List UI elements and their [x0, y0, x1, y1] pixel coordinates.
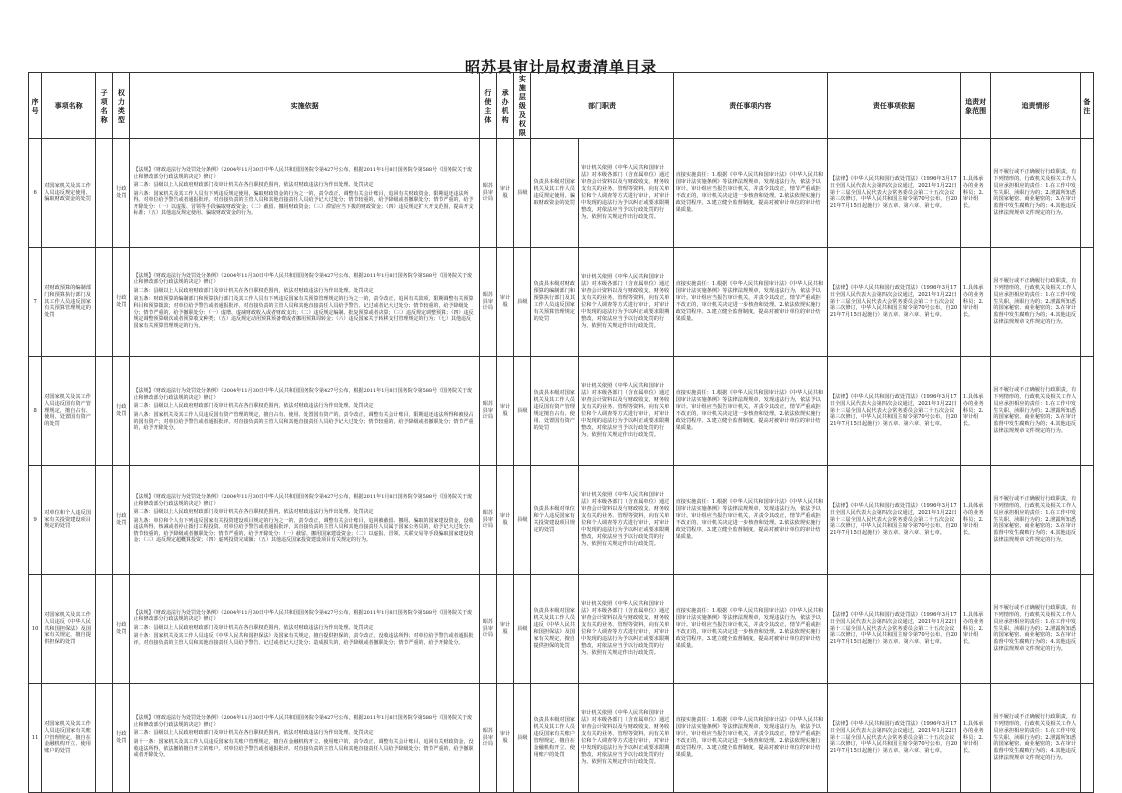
cell-duty-head: 负责县本级对国家机关及其工作人员违反国有资产管理规定擅自占有、使用、处置国有资产的处罚 — [531, 357, 579, 466]
cell-note — [1080, 575, 1093, 684]
header-content: 责任事项内容 — [673, 73, 827, 139]
cell-basis — [130, 684, 479, 793]
cell-note — [1080, 684, 1093, 793]
cell-note — [1080, 248, 1093, 357]
cell-resp-basis: 【法律】《中华人民共和国行政处罚法》（1996年3月17日全国人民代表大会第四次会议通过，2021年1月22日第十三届全国人民代表大会常务委员会第二十五次会议第三次修订，中华人民共和国主席令第70号公布，自2021年7月15日起施行）第五章、第六章、第七章。 — [827, 575, 960, 684]
cell-sub-item — [95, 139, 112, 248]
cell-item-name: 对财政预算的编制部门和预算执行部门及其工作人员违反国家有关预算管理规定的处罚 — [42, 248, 96, 357]
cell-duty: 审计机关依照《中华人民共和国审计法》对本级各部门（含直属单位）通过审查会计资料以及与财政收支、财务收支有关的业务、管理等资料，向有关单位和个人调查等方式进行审计，对审计中发现的违法行为予以纠正或要求限期整改，对依法应当予以行政处罚的行为，依照有关规定作出行政处罚。 — [579, 248, 673, 357]
cell-note — [1080, 466, 1093, 575]
cell-resp-basis: 【法律】《中华人民共和国行政处罚法》（1996年3月17日全国人民代表大会第四次会议通过，2021年1月22日第十三届全国人民代表大会常务委员会第二十五次会议第三次修订，中华人民共和国主席令第70号公布，自2021年7月15日起施行）第五章、第六章、第七章。 — [827, 684, 960, 793]
cell-duty-head: 负责县本级对财政预算的编制部门和预算执行部门及其工作人员违反国家有关预算管理规定的处罚 — [531, 248, 579, 357]
cell-undertaker: 审计股 — [496, 684, 513, 793]
cell-resp-basis: 【法律】《中华人民共和国行政处罚法》（1996年3月17日全国人民代表大会第四次会议通过，2021年1月22日第十三届全国人民代表大会常务委员会第二十五次会议第三次修订，中华人民共和国主席令第70号公布，自2021年7月15日起施行）第五章、第六章、第七章。 — [827, 466, 960, 575]
cell-sub-item — [95, 357, 112, 466]
cell-subject: 昭苏县审计局 — [479, 575, 496, 684]
cell-duty-head: 负责县本级对国家机关及其工作人员违反国家有关账户管理规定，擅自在金融机构开立、使用账户的处罚 — [531, 684, 579, 793]
cell-subject: 昭苏县审计局 — [479, 684, 496, 793]
cell-duty: 审计机关依照《中华人民共和国审计法》对本级各部门（含直属单位）通过审查会计资料以及与财政收支、财务收支有关的业务、管理等资料，向有关单位和个人调查等方式进行审计，对审计中发现的违法行为予以纠正或要求限期整改，对依法应当予以行政处罚的行为，依照有关规定作出行政处罚。 — [579, 466, 673, 575]
basis-law: 【法规】《财政违法行为处罚处分条例》（2004年11月30日中华人民共和国国务院令第427号公布，根据2011年1月8日国务院令第588号《国务院关于废止和修改部分行政法规的决定》修订） — [133, 715, 473, 728]
cell-situation: 因不履行或不正确履行行政职责，有下列情形的，行政机关及相关工作人员应承担相应的责任：1.在工作中发生失职、渎职行为的；2.泄露所知悉的国家秘密、商业秘密的；3.在审计监督中发生腐败行为的；4.其他违反法律法规规章文件规定的行为。 — [991, 466, 1080, 575]
cell-undertaker: 审计股 — [496, 466, 513, 575]
cell-seq: 9 — [29, 466, 42, 575]
basis-article: 第六条：国家机关及其工作人员有下列违反规定使用、骗取财政资金的行为之一的，责令改正，调整有关会计账目，追回有关财政资金，限期退还违法所得。对单位给予警告或者通报批评。对直接负责的主管人员和其他直接责任人员给予记大过处分；情节较重的，给予降级或者撤职处分；情节严重的，给予开除处分：（一）以虚报、冒领等手段骗取财政资金；（二）截留、挪用财政资金；（三）滞留应当下拨的财政资金；（四）违反规定扩大开支范围，提高开支标准；（五）其他违反规定使用、骗取财政资金的行为。 — [133, 190, 474, 217]
basis-article-2: 第二条：县级以上人民政府财政部门及审计机关在各自职权范围内，依法对财政违法行为作出处理、处罚决定 — [133, 730, 374, 737]
cell-resp-basis: 【法律】《中华人民共和国行政处罚法》（1996年3月17日全国人民代表大会第四次会议通过，2021年1月22日第十三届全国人民代表大会常务委员会第二十五次会议第三次修订，中华人民共和国主席令第70号公布，自2021年7月15日起施行）第五章、第六章、第七章。 — [827, 357, 960, 466]
table-row — [29, 684, 1094, 793]
cell-sub-item — [95, 466, 112, 575]
cell-content: 直接实施责任：1.根据《中华人民共和国审计法》《中华人民共和国审计法实施条例》等法律法规规章，发现违法行为，依法予以审计。审计组应当报告审计机关，并责令其改正，情节严重或拒不改正的，审计机关决定进一步核查和处理。2.依法依规实施行政处罚程序。3.建立健全监督制度，提高对被审计单位的审计结果质量。 — [673, 684, 827, 793]
cell-duty: 审计机关依照《中华人民共和国审计法》对本级各部门（含直属单位）通过审查会计资料以及与财政收支、财务收支有关的业务、管理等资料，向有关单位和个人调查等方式进行审计，对审计中发现的违法行为予以纠正或要求限期整改，对依法应当予以行政处罚的行为，依照有关规定作出行政处罚。 — [579, 684, 673, 793]
cell-situation: 因不履行或不正确履行行政职责，有下列情形的，行政机关及相关工作人员应承担相应的责任：1.在工作中发生失职、渎职行为的；2.泄露所知悉的国家秘密、商业秘密的；3.在审计监督中发生腐败行为的；4.其他违反法律法规规章文件规定的行为。 — [991, 248, 1080, 357]
cell-resp-basis: 【法律】《中华人民共和国行政处罚法》（1996年3月17日全国人民代表大会第四次会议通过，2021年1月22日第十三届全国人民代表大会常务委员会第二十五次会议第三次修订，中华人民共和国主席令第70号公布，自2021年7月15日起施行）第五章、第六章、第七章。 — [827, 139, 960, 248]
cell-level: 县级 — [514, 139, 531, 248]
table-row — [29, 139, 1094, 248]
cell-duty-head: 负责县本级对国家机关及其工作人员违反《中华人民共和国担保法》及国家有关规定，擅自提供担保的处罚 — [531, 575, 579, 684]
header-level: 实施层级及权限 — [514, 73, 531, 139]
cell-basis — [130, 357, 479, 466]
basis-article: 第十条：国家机关及其工作人员违反《中华人民共和国担保法》及国家有关规定，擅自提供担保的，责令改正，没收违法所得；对单位给予警告或者通报批评。对直接负责的主管人员和其他直接责任人员给予警告、记过或者记大过处分；造成损失的，给予降级或者撤职处分；情节严重的，给予开除处分。 — [133, 633, 474, 646]
basis-article: 第九条：单位和个人有下列违反国家有关投资建设项目规定的行为之一的，责令改正，调整有关会计账目，追回被截留、挪用、骗取的国家建设资金，没收违法所得，核减或者停止拨付工程投资。对单位给予警告或者通报批评，其直接负责的主管人员和其他直接责任人员属于国家公务员的，给予记大过处分；情节较重的，给予降级或者撤职处分；情节严重的，给予开除处分：（一）截留、挪用国家建设资金；（二）以虚报、冒领、关联交易等手段骗取国家建设资金；（三）违反规定超概算投资；（四）虚列投资完成额；（五）其他违反国家投资建设项目有关规定的行为。 — [133, 517, 474, 544]
cell-undertaker: 审计股 — [496, 248, 513, 357]
basis-article: 第八条：国家机关及其工作人员违反国有资产管理的规定，擅自占有、使用、处置国有资产的，责令改正，调整有关会计账目，限期退还违法所得和被侵占的国有资产；对单位给予警告或者通报批评。对直接负责的主管人员和其他直接责任人员给予记大过处分；情节较重的，给予降级或者撤职处分；情节严重的，给予开除处分。 — [133, 412, 474, 432]
header-undertaker: 承办机构 — [496, 73, 513, 139]
cell-seq: 11 — [29, 684, 42, 793]
header-resp-basis: 责任事项依据 — [827, 73, 960, 139]
cell-power-type: 行政处罚 — [113, 248, 130, 357]
header-row — [29, 73, 1094, 139]
cell-power-type: 行政处罚 — [113, 684, 130, 793]
cell-situation: 因不履行或不正确履行行政职责，有下列情形的，行政机关及相关工作人员应承担相应的责任：1.在工作中发生失职、渎职行为的；2.泄露所知悉的国家秘密、商业秘密的；3.在审计监督中发生腐败行为的；4.其他违反法律法规规章文件规定的行为。 — [991, 684, 1080, 793]
cell-level: 县级 — [514, 684, 531, 793]
cell-situation: 因不履行或不正确履行行政职责，有下列情形的，行政机关及相关工作人员应承担相应的责任：1.在工作中发生失职、渎职行为的；2.泄露所知悉的国家秘密、商业秘密的；3.在审计监督中发生腐败行为的；4.其他违反法律法规规章文件规定的行为。 — [991, 139, 1080, 248]
cell-duty-head: 负责县本级对单位和个人违反国家有关投资建设项目规定的处罚 — [531, 466, 579, 575]
cell-item-name: 对国家机关及其工作人员违反国有资产管理规定，擅自占有、使用、处置国有资产的处罚 — [42, 357, 96, 466]
header-sub-item: 子项名称 — [95, 73, 112, 139]
cell-sub-item — [95, 684, 112, 793]
cell-target: 1.具体承办的业务科员；2.审计组长。 — [960, 357, 990, 466]
cell-level: 县级 — [514, 466, 531, 575]
cell-content: 直接实施责任：1.根据《中华人民共和国审计法》《中华人民共和国审计法实施条例》等法律法规规章，发现违法行为，依法予以审计。审计组应当报告审计机关，并责令其改正，情节严重或拒不改正的，审计机关决定进一步核查和处理。2.依法依规实施行政处罚程序。3.建立健全监督制度，提高对被审计单位的审计结果质量。 — [673, 357, 827, 466]
cell-basis — [130, 139, 479, 248]
basis-article-2: 第二条：县级以上人民政府财政部门及审计机关在各自职权范围内，依法对财政违法行为作出处理、处罚决定 — [133, 624, 374, 631]
basis-law: 【法规】《财政违法行为处罚处分条例》（2004年11月30日中华人民共和国国务院令第427号公布，根据2011年1月8日国务院令第588号《国务院关于废止和修改部分行政法规的决定》修订） — [133, 272, 473, 286]
cell-basis — [130, 466, 479, 575]
basis-law: 【法规】《财政违法行为处罚处分条例》（2004年11月30日中华人民共和国国务院令第427号公布，根据2011年1月8日国务院令第588号《国务院关于废止和修改部分行政法规的决定》修订） — [133, 166, 473, 180]
cell-seq: 8 — [29, 357, 42, 466]
cell-power-type: 行政处罚 — [113, 139, 130, 248]
basis-law: 【法规】《财政违法行为处罚处分条例》（2004年11月30日中华人民共和国国务院令第427号公布，根据2011年1月8日国务院令第588号《国务院关于废止和修改部分行政法规的决定》修订） — [133, 493, 473, 507]
header-duty: 部门职责 — [531, 73, 673, 139]
cell-item-name: 对单位和个人违反国家有关投资建设项目规定的处罚 — [42, 466, 96, 575]
cell-power-type: 行政处罚 — [113, 466, 130, 575]
cell-situation: 因不履行或不正确履行行政职责，有下列情形的，行政机关及相关工作人员应承担相应的责任：1.在工作中发生失职、渎职行为的；2.泄露所知悉的国家秘密、商业秘密的；3.在审计监督中发生腐败行为的；4.其他违反法律法规规章文件规定的行为。 — [991, 575, 1080, 684]
cell-item-name: 对国家机关及其工作人员违反国家有关账户管理规定，擅自在金融机构开立、使用账户的处罚 — [42, 684, 96, 793]
table-row — [29, 248, 1094, 357]
header-basis: 实施依据 — [130, 73, 479, 139]
cell-target: 1.具体承办的业务科员；2.审计组长。 — [960, 139, 990, 248]
header-seq: 序号 — [29, 73, 42, 139]
cell-item-name: 对国家机关及其工作人员违反规定使用、骗取财政资金的处罚 — [42, 139, 96, 248]
cell-sub-item — [95, 248, 112, 357]
table-row — [29, 575, 1094, 684]
cell-content: 直接实施责任：1.根据《中华人民共和国审计法》《中华人民共和国审计法实施条例》等法律法规规章，发现违法行为，依法予以审计。审计组应当报告审计机关，并责令其改正，情节严重或拒不改正的，审计机关决定进一步核查和处理。2.依法依规实施行政处罚程序。3.建立健全监督制度，提高对被审计单位的审计结果质量。 — [673, 575, 827, 684]
cell-target: 1.具体承办的业务科员；2.审计组长。 — [960, 248, 990, 357]
cell-duty: 审计机关依照《中华人民共和国审计法》对本级各部门（含直属单位）通过审查会计资料以及与财政收支、财务收支有关的业务、管理等资料，向有关单位和个人调查等方式进行审计，对审计中发现的违法行为予以纠正或要求限期整改，对依法应当予以行政处罚的行为，依照有关规定作出行政处罚。 — [579, 139, 673, 248]
cell-level: 县级 — [514, 357, 531, 466]
cell-subject: 昭苏县审计局 — [479, 466, 496, 575]
cell-undertaker: 审计股 — [496, 357, 513, 466]
cell-subject: 昭苏县审计局 — [479, 248, 496, 357]
basis-article-2: 第二条：县级以上人民政府财政部门及审计机关在各自职权范围内，依法对财政违法行为作出处理、处罚决定 — [133, 287, 374, 294]
responsibility-table — [28, 72, 1094, 793]
cell-power-type: 行政处罚 — [113, 575, 130, 684]
basis-article-2: 第二条：县级以上人民政府财政部门及审计机关在各自职权范围内，依法对财政违法行为作出处理、处罚决定 — [133, 403, 374, 410]
cell-content: 直接实施责任：1.根据《中华人民共和国审计法》《中华人民共和国审计法实施条例》等法律法规规章，发现违法行为，依法予以审计。审计组应当报告审计机关，并责令其改正，情节严重或拒不改正的，审计机关决定进一步核查和处理。2.依法依规实施行政处罚程序。3.建立健全监督制度，提高对被审计单位的审计结果质量。 — [673, 248, 827, 357]
header-note: 备注 — [1080, 73, 1093, 139]
cell-undertaker: 审计股 — [496, 139, 513, 248]
header-subject: 行使主体 — [479, 73, 496, 139]
cell-level: 县级 — [514, 575, 531, 684]
basis-article-2: 第二条：县级以上人民政府财政部门及审计机关在各自职权范围内，依法对财政违法行为作出处理、处罚决定 — [133, 509, 374, 516]
cell-level: 县级 — [514, 248, 531, 357]
basis-law: 【法规】《财政违法行为处罚处分条例》（2004年11月30日中华人民共和国国务院令第427号公布，根据2011年1月8日国务院令第588号《国务院关于废止和修改部分行政法规的决定》修订） — [133, 609, 473, 623]
cell-content: 直接实施责任：1.根据《中华人民共和国审计法》《中华人民共和国审计法实施条例》等法律法规规章，发现违法行为，依法予以审计。审计组应当报告审计机关，并责令其改正，情节严重或拒不改正的，审计机关决定进一步核查和处理。2.依法依规实施行政处罚程序。3.建立健全监督制度，提高对被审计单位的审计结果质量。 — [673, 139, 827, 248]
cell-item-name: 对国家机关及其工作人员违反《中华人民共和国担保法》及国家有关规定，擅自提供担保的处罚 — [42, 575, 96, 684]
cell-duty: 审计机关依照《中华人民共和国审计法》对本级各部门（含直属单位）通过审查会计资料以及与财政收支、财务收支有关的业务、管理等资料，向有关单位和个人调查等方式进行审计，对审计中发现的违法行为予以纠正或要求限期整改，对依法应当予以行政处罚的行为，依照有关规定作出行政处罚。 — [579, 575, 673, 684]
basis-article: 第十一条：国家机关及其工作人员违反国家有关账户管理规定，擅自在金融机构开立、使用账户的，责令改正，调整有关会计账目，追回有关财政资金，没收违法所得，依法撤销擅自开立的账户。对单位给予警告或者通报批评。对直接负责的主管人员和其他直接责任人员给予降级处分；情节严重的，给予撤职或者开除处分。 — [133, 739, 474, 759]
header-target: 追责对象范围 — [960, 73, 990, 139]
basis-law: 【法规】《财政违法行为处罚处分条例》（2004年11月30日中华人民共和国国务院令第427号公布，根据2011年1月8日国务院令第588号《国务院关于废止和修改部分行政法规的决定》修订） — [133, 388, 473, 401]
table-row — [29, 466, 1094, 575]
cell-duty-head: 负责县本级对国家机关及其工作人员违反规定使用、骗取财政资金的处罚 — [531, 139, 579, 248]
cell-target: 1.具体承办的业务科员；2.审计组长。 — [960, 684, 990, 793]
cell-undertaker: 审计股 — [496, 575, 513, 684]
cell-content: 直接实施责任：1.根据《中华人民共和国审计法》《中华人民共和国审计法实施条例》等法律法规规章，发现违法行为，依法予以审计。审计组应当报告审计机关，并责令其改正，情节严重或拒不改正的，审计机关决定进一步核查和处理。2.依法依规实施行政处罚程序。3.建立健全监督制度，提高对被审计单位的审计结果质量。 — [673, 466, 827, 575]
cell-basis — [130, 248, 479, 357]
header-situation: 追责情形 — [991, 73, 1080, 139]
cell-situation: 因不履行或不正确履行行政职责，有下列情形的，行政机关及相关工作人员应承担相应的责任：1.在工作中发生失职、渎职行为的；2.泄露所知悉的国家秘密、商业秘密的；3.在审计监督中发生腐败行为的；4.其他违反法律法规规章文件规定的行为。 — [991, 357, 1080, 466]
cell-seq: 6 — [29, 139, 42, 248]
cell-resp-basis: 【法律】《中华人民共和国行政处罚法》（1996年3月17日全国人民代表大会第四次会议通过，2021年1月22日第十三届全国人民代表大会常务委员会第二十五次会议第三次修订，中华人民共和国主席令第70号公布，自2021年7月15日起施行）第五章、第六章、第七章。 — [827, 248, 960, 357]
table-row — [29, 357, 1094, 466]
cell-basis — [130, 575, 479, 684]
header-power-type: 权力类型 — [113, 73, 130, 139]
cell-note — [1080, 139, 1093, 248]
cell-target: 1.具体承办的业务科员；2.审计组长。 — [960, 466, 990, 575]
cell-subject: 昭苏县审计局 — [479, 357, 496, 466]
header-item-name: 事项名称 — [42, 73, 96, 139]
basis-article: 第五条：财政预算的编制部门和预算执行部门及其工作人员有下列违反国家有关预算管理规定的行为之一的，责令改正，追回有关款项，限期调整有关预算科目和预算拨款；对单位给予警告或者通报批评。对直接负责的主管人员和其他直接责任人员给予警告、记过或者记大过处分；情节较重的，给予降级处分；情节严重的，给予撤职处分：（一）虚增、虚减财政收入或者财政支出；（二）违反规定编制、批复预算或者决算；（三）违反规定调整预算；（四）违反规定调整预算级次或者预算收支种类；（五）违反规定动用预算预备费或者挪用预算周转金；（六）违反国家关于转移支付管理规定的行为；（七）其他违反国家有关预算管理规定的行为。 — [133, 296, 474, 329]
cell-seq: 7 — [29, 248, 42, 357]
page-title: 昭苏县审计局权责清单目录 — [464, 58, 657, 76]
basis-article-2: 第二条：县级以上人民政府财政部门及审计机关在各自职权范围内，依法对财政违法行为作出处理、处罚决定 — [133, 182, 374, 189]
cell-note — [1080, 357, 1093, 466]
cell-subject: 昭苏县审计局 — [479, 139, 496, 248]
cell-sub-item — [95, 575, 112, 684]
cell-target: 1.具体承办的业务科员；2.审计组长。 — [960, 575, 990, 684]
cell-duty: 审计机关依照《中华人民共和国审计法》对本级各部门（含直属单位）通过审查会计资料以及与财政收支、财务收支有关的业务、管理等资料，向有关单位和个人调查等方式进行审计，对审计中发现的违法行为予以纠正或要求限期整改，对依法应当予以行政处罚的行为，依照有关规定作出行政处罚。 — [579, 357, 673, 466]
cell-power-type: 行政处罚 — [113, 357, 130, 466]
cell-seq: 10 — [29, 575, 42, 684]
